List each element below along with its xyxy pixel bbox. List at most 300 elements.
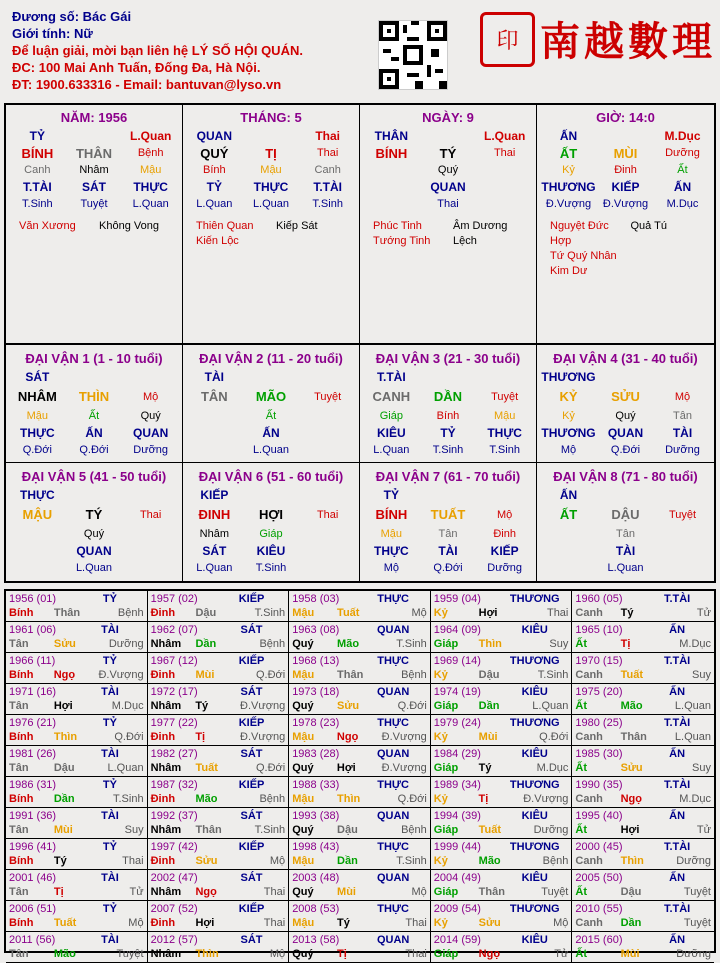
hidden-stage	[476, 196, 533, 213]
year-label: 1983 (28)	[292, 748, 340, 760]
year-stem: Tân	[9, 948, 29, 960]
hidden-stem: Đinh	[493, 528, 516, 540]
year-label: 1973 (18)	[292, 686, 340, 698]
year-cell	[6, 932, 148, 963]
year-god: THỰC	[377, 593, 409, 605]
year-branch: Dần	[620, 917, 642, 929]
year-stem: Mậu	[292, 731, 315, 743]
hidden-stage	[299, 442, 356, 459]
year-stage: Bệnh	[401, 824, 427, 836]
year-god: KIÊU	[521, 934, 548, 946]
year-god: TÀI	[101, 624, 119, 636]
dai-van-stage: Tuyệt	[668, 509, 697, 521]
year-cell	[431, 715, 573, 746]
year-stage: M.Dục	[111, 700, 144, 712]
year-cell	[6, 622, 148, 653]
pillar-3	[537, 105, 714, 343]
hidden-stage: Đ.Vượng	[545, 198, 592, 210]
dai-van-stem: MẬU	[22, 507, 53, 522]
year-stage: Tuyệt	[683, 886, 711, 898]
year-label: 1995 (40)	[575, 810, 623, 822]
year-cell	[289, 684, 431, 715]
year-god: T.TÀI	[663, 593, 691, 605]
year-cell	[148, 715, 290, 746]
year-stage: Q.Đới	[397, 700, 427, 712]
year-cell	[6, 591, 148, 622]
year-branch: Dậu	[620, 886, 642, 898]
seal-stamp-icon: 印	[480, 12, 535, 67]
year-cell	[572, 653, 714, 684]
year-stem: Đinh	[150, 731, 176, 743]
year-god: THƯƠNG	[509, 593, 560, 605]
hidden-stage: L.Quan	[196, 562, 233, 574]
year-cell	[431, 932, 573, 963]
year-stage: Mộ	[411, 886, 427, 898]
hidden-stem: Giáp	[379, 410, 403, 422]
year-stem: Kỷ	[433, 855, 448, 867]
year-god: TỶ	[102, 779, 117, 791]
dai-van-stem: TÂN	[200, 389, 228, 404]
year-label: 2005 (50)	[575, 872, 623, 884]
year-stem: Canh	[575, 793, 603, 805]
year-label: 1971 (16)	[9, 686, 57, 698]
year-stage: Bệnh	[542, 855, 569, 867]
year-god: THỰC	[377, 903, 409, 915]
year-branch: Sửu	[478, 917, 501, 929]
year-god: QUAN	[376, 934, 410, 946]
year-stem: Đinh	[150, 917, 176, 929]
dai-van-5	[6, 463, 183, 581]
year-stem: Bính	[9, 731, 34, 743]
hidden-stage: Dưỡng	[487, 562, 523, 574]
pillar-stem: BÍNH	[375, 146, 408, 161]
pillar-branch-stage: Thai	[316, 147, 339, 159]
hidden-stem: Ất	[265, 410, 277, 422]
hidden-stage	[299, 560, 356, 577]
year-god: QUAN	[376, 810, 410, 822]
hidden-stem: Quý	[83, 528, 105, 540]
year-stem: Bính	[9, 917, 34, 929]
hidden-stage: M.Dục	[666, 198, 699, 210]
dai-van-branch: TUẤT	[430, 507, 466, 522]
year-stage: Thai	[263, 917, 286, 929]
year-cell	[572, 870, 714, 901]
year-god: SÁT	[240, 624, 263, 636]
pillar-stem-god: ẤN	[559, 129, 578, 143]
hidden-god: THỰC	[374, 544, 409, 558]
dai-van-branch: TÝ	[85, 507, 103, 522]
year-stage: Bệnh	[401, 669, 427, 681]
year-god: THỰC	[377, 655, 409, 667]
hidden-stem	[299, 408, 356, 425]
year-stem: Quý	[292, 824, 314, 836]
year-label: 2013 (58)	[292, 934, 340, 946]
year-branch: Ngọ	[620, 793, 642, 805]
year-stem: Quý	[292, 638, 314, 650]
year-stage: Thai	[122, 855, 144, 867]
year-branch: Dậu	[53, 762, 75, 774]
hidden-stage: L.Quan	[252, 198, 290, 210]
year-stage: T.Sinh	[396, 855, 427, 867]
pillar-2	[360, 105, 537, 343]
dai-van-title: ĐẠI VẬN 7 (61 - 70 tuổi)	[375, 469, 521, 484]
year-stem: Giáp	[433, 886, 459, 898]
year-stem: Giáp	[433, 762, 459, 774]
year-cell	[572, 839, 714, 870]
year-stage: Tử	[554, 948, 569, 960]
year-branch: Mùi	[195, 669, 215, 681]
pillar-title: THÁNG: 5	[240, 110, 302, 125]
dai-van-branch: DẦN	[433, 389, 463, 404]
year-cell	[148, 653, 290, 684]
year-god: TỶ	[102, 841, 117, 853]
dai-van-3	[360, 345, 537, 463]
dai-van-title: ĐẠI VẬN 8 (71 - 80 tuổi)	[553, 469, 698, 484]
year-branch: Tý	[337, 917, 350, 929]
dai-van-1	[6, 345, 183, 463]
hidden-god	[540, 543, 597, 560]
pillar-stem: BÍNH	[21, 146, 54, 161]
dai-van-stage: Thai	[316, 509, 339, 521]
hidden-stage: Thai	[437, 198, 459, 210]
year-stage: Dưỡng	[108, 638, 144, 650]
year-branch: Mùi	[337, 886, 356, 898]
pillar-branch: TỊ	[265, 146, 277, 161]
year-cell	[572, 591, 714, 622]
hidden-stage	[186, 442, 243, 459]
hidden-stem: Nhâm	[199, 528, 229, 540]
hidden-stage: L.Quan	[196, 198, 233, 210]
hidden-stage	[9, 560, 66, 577]
year-stem: Bính	[9, 793, 34, 805]
year-god: KIẾP	[238, 779, 265, 791]
hidden-god: KIẾP	[611, 180, 640, 194]
pillar-branch-stage: Thai	[493, 147, 516, 159]
dai-van-8	[537, 463, 714, 581]
pillar-branch-stage: Dưỡng	[665, 147, 700, 159]
hidden-god: TỶ	[440, 426, 456, 440]
year-label: 2001 (46)	[9, 872, 57, 884]
year-god: SÁT	[240, 934, 263, 946]
hidden-god: KIẾP	[490, 544, 519, 558]
hidden-god: QUAN	[132, 426, 169, 440]
dai-van-stage: Tuyệt	[491, 391, 519, 403]
year-branch: Hợi	[336, 762, 356, 774]
year-label: 2014 (59)	[433, 934, 481, 946]
year-branch: Tuất	[337, 607, 360, 619]
dai-van-god: SÁT	[25, 370, 50, 384]
year-label: 2002 (47)	[150, 872, 198, 884]
year-label: 1958 (03)	[292, 593, 340, 605]
hidden-god: THỰC	[487, 426, 522, 440]
other-stars: Kiếp Sát	[276, 220, 318, 232]
year-branch: Hợi	[53, 700, 73, 712]
hidden-stage: Tuyệt	[80, 198, 108, 210]
year-branch: Sửu	[620, 762, 643, 774]
year-cell	[431, 746, 573, 777]
year-cell	[572, 808, 714, 839]
year-label: 2007 (52)	[150, 903, 198, 915]
pillar-stem-god: THÂN	[374, 129, 408, 143]
dai-van-stem: KỶ	[559, 389, 578, 404]
hidden-god: SÁT	[202, 544, 227, 558]
dai-van-stage: Mộ	[143, 391, 159, 403]
dai-van-6	[183, 463, 360, 581]
year-stem: Ất	[575, 948, 587, 960]
dai-van-branch: THÌN	[78, 389, 110, 404]
hidden-stage: T.Sinh	[312, 198, 343, 210]
year-branch: Thìn	[620, 855, 644, 867]
annual-luck-table	[4, 589, 716, 960]
address: ĐC: 100 Mai Anh Tuấn, Đống Đa, Hà Nội.	[12, 60, 261, 75]
year-god: ẤN	[669, 934, 686, 946]
year-god: TỶ	[102, 593, 117, 605]
year-label: 1957 (02)	[150, 593, 198, 605]
year-stage: Bệnh	[259, 638, 286, 650]
year-stage: Bệnh	[117, 607, 144, 619]
year-branch: Ngọ	[195, 886, 217, 898]
year-god: QUAN	[376, 624, 410, 636]
hidden-stage: Dưỡng	[133, 444, 169, 456]
year-label: 1969 (14)	[433, 655, 481, 667]
year-god: TỶ	[102, 903, 117, 915]
hidden-god: TỶ	[206, 180, 222, 194]
year-stage: T.Sinh	[396, 638, 427, 650]
dai-van-stem: BÍNH	[375, 507, 408, 522]
year-god: KIẾP	[238, 655, 265, 667]
year-stage: Q.Đới	[255, 762, 286, 774]
hidden-stem: Mậu	[493, 410, 516, 422]
hidden-stem: Canh	[314, 164, 341, 176]
hidden-god: THƯƠNG	[541, 426, 596, 440]
year-stage: L.Quan	[532, 700, 569, 712]
contact-note: Để luận giải, mời bạn liên hệ LÝ SỐ HỘI QUÁN.	[12, 43, 303, 58]
year-branch: Dần	[195, 638, 217, 650]
year-label: 1967 (12)	[150, 655, 198, 667]
year-stem: Canh	[575, 917, 603, 929]
year-branch: Thìn	[195, 948, 219, 960]
year-stem: Mậu	[292, 607, 315, 619]
hidden-stage: T.Sinh	[432, 444, 464, 456]
year-label: 2011 (56)	[9, 934, 56, 946]
hidden-stem: Tân	[438, 528, 458, 540]
dai-van-2	[183, 345, 360, 463]
dai-van-branch: SỬU	[611, 389, 640, 404]
year-stem: Canh	[575, 669, 603, 681]
pillar-blank	[597, 128, 654, 145]
year-label: 1994 (39)	[433, 810, 481, 822]
year-branch: Mùi	[478, 731, 498, 743]
year-stage: Đ.Vượng	[240, 700, 286, 712]
year-branch: Tuất	[478, 824, 502, 836]
hidden-stem	[476, 162, 533, 179]
year-stage: L.Quan	[674, 700, 711, 712]
year-label: 1980 (25)	[575, 717, 623, 729]
year-label: 1991 (36)	[9, 810, 57, 822]
year-cell	[148, 591, 290, 622]
year-branch: Thìn	[337, 793, 361, 805]
pillar-blank	[420, 128, 477, 145]
year-god: KIẾP	[238, 717, 265, 729]
year-cell	[572, 901, 714, 932]
year-stem: Ất	[575, 700, 587, 712]
year-stem: Canh	[575, 855, 603, 867]
pillar-branch: THÂN	[75, 146, 113, 161]
year-stage: Đ.Vượng	[523, 793, 569, 805]
year-stem: Đinh	[150, 855, 176, 867]
hidden-stem: Mậu	[26, 410, 49, 422]
year-stem: Bính	[9, 855, 34, 867]
hidden-stem: Nhâm	[79, 164, 109, 176]
year-stem: Bính	[9, 669, 34, 681]
year-label: 1990 (35)	[575, 779, 623, 791]
year-stem: Nhâm	[150, 638, 182, 650]
dai-van-panel	[4, 343, 716, 583]
year-branch: Mùi	[620, 948, 640, 960]
hidden-god: THỰC	[253, 180, 289, 194]
hidden-god	[186, 425, 243, 442]
year-branch: Mão	[337, 638, 360, 650]
hidden-stem: Mậu	[139, 164, 162, 176]
year-stem: Ất	[575, 886, 587, 898]
year-cell	[572, 715, 714, 746]
year-branch: Thìn	[478, 638, 502, 650]
year-god: KIÊU	[521, 686, 548, 698]
hidden-stem	[122, 526, 179, 543]
year-cell	[431, 653, 573, 684]
hidden-stage: Q.Đới	[610, 444, 641, 456]
year-stage: Mộ	[553, 917, 569, 929]
hidden-stem	[540, 526, 597, 543]
year-stem: Quý	[292, 948, 314, 960]
year-stage: Q.Đới	[114, 731, 144, 743]
year-stem: Canh	[575, 731, 603, 743]
year-label: 1956 (01)	[9, 593, 57, 605]
year-cell	[431, 901, 573, 932]
year-stem: Quý	[292, 700, 314, 712]
header	[12, 8, 392, 98]
year-cell	[148, 777, 290, 808]
owner-name: Đương số: Bác Gái	[12, 9, 132, 24]
year-stem: Quý	[292, 886, 314, 898]
year-god: THƯƠNG	[509, 717, 560, 729]
year-stage: Đ.Vượng	[240, 731, 286, 743]
year-stem: Mậu	[292, 669, 315, 681]
dai-van-branch: DẬU	[611, 507, 640, 522]
year-label: 1961 (06)	[9, 624, 57, 636]
year-stage: Thai	[405, 948, 427, 960]
year-label: 1997 (42)	[150, 841, 198, 853]
year-cell	[572, 777, 714, 808]
year-cell	[6, 901, 148, 932]
year-label: 1963 (08)	[292, 624, 340, 636]
year-stage: T.Sinh	[537, 669, 569, 681]
year-branch: Hợi	[195, 917, 215, 929]
year-stage: Suy	[692, 762, 711, 774]
hidden-god	[299, 425, 356, 442]
year-god: KIẾP	[238, 593, 265, 605]
year-label: 1975 (20)	[575, 686, 623, 698]
year-cell	[289, 653, 431, 684]
year-cell	[289, 808, 431, 839]
year-label: 1993 (38)	[292, 810, 340, 822]
hidden-god	[299, 543, 356, 560]
year-stem: Bính	[9, 607, 34, 619]
hidden-stage: Q.Đới	[22, 444, 52, 456]
hidden-stem	[654, 526, 711, 543]
year-branch: Thìn	[53, 731, 78, 743]
hidden-god	[654, 543, 711, 560]
year-branch: Sửu	[337, 700, 360, 712]
year-branch: Dần	[478, 700, 500, 712]
hidden-stem	[186, 408, 243, 425]
year-label: 1978 (23)	[292, 717, 340, 729]
year-stage: T.Sinh	[254, 824, 286, 836]
year-god: THỰC	[377, 779, 409, 791]
year-stem: Giáp	[433, 638, 459, 650]
hidden-stem: Đinh	[614, 164, 637, 176]
hidden-stem: Canh	[24, 164, 51, 176]
hidden-stage: Q.Đới	[433, 562, 463, 574]
year-stage: Q.Đới	[539, 731, 569, 743]
year-label: 1974 (19)	[433, 686, 481, 698]
year-stem: Nhâm	[150, 700, 182, 712]
year-label: 1966 (11)	[9, 655, 56, 667]
year-god: TÀI	[101, 748, 119, 760]
year-label: 2008 (53)	[292, 903, 340, 915]
dai-van-stem: ẤT	[559, 507, 578, 522]
year-branch: Dần	[53, 793, 75, 805]
year-label: 2015 (60)	[575, 934, 623, 946]
dai-van-title: ĐẠI VẬN 3 (21 - 30 tuổi)	[375, 351, 521, 366]
year-label: 2000 (45)	[575, 841, 623, 853]
pillar-stem-god: QUAN	[196, 129, 232, 143]
hidden-stage	[122, 560, 179, 577]
year-cell	[148, 839, 290, 870]
year-god: TÀI	[101, 686, 119, 698]
hidden-stage: L.Quan	[132, 198, 169, 210]
year-label: 1970 (15)	[575, 655, 623, 667]
year-stem: Canh	[575, 607, 603, 619]
other-stars: Âm Dương Lệch	[453, 220, 508, 247]
pillar-0	[6, 105, 183, 343]
year-branch: Tuất	[53, 917, 77, 929]
year-cell	[289, 591, 431, 622]
hidden-god: T.TÀI	[22, 180, 52, 194]
year-cell	[572, 932, 714, 963]
year-branch: Tuất	[195, 762, 218, 774]
year-cell	[431, 808, 573, 839]
year-god: SÁT	[240, 872, 263, 884]
year-branch: Tị	[478, 793, 489, 805]
dai-van-title: ĐẠI VẬN 6 (51 - 60 tuổi)	[198, 469, 344, 484]
year-label: 1986 (31)	[9, 779, 57, 791]
year-stem: Giáp	[433, 700, 459, 712]
hidden-god: QUAN	[607, 426, 644, 440]
year-label: 1965 (10)	[575, 624, 623, 636]
hidden-god: SÁT	[81, 180, 106, 194]
pillar-stage: L.Quan	[129, 129, 172, 143]
hidden-stem: Quý	[437, 164, 459, 176]
year-cell	[289, 622, 431, 653]
year-stem: Nhâm	[150, 886, 182, 898]
year-cell	[148, 622, 290, 653]
year-stage: Đ.Vượng	[98, 669, 144, 681]
dai-van-title: ĐẠI VẬN 1 (1 - 10 tuổi)	[25, 351, 163, 366]
pillar-branch: TÝ	[439, 146, 457, 161]
year-label: 2006 (51)	[9, 903, 57, 915]
year-stage: Mộ	[269, 948, 286, 960]
